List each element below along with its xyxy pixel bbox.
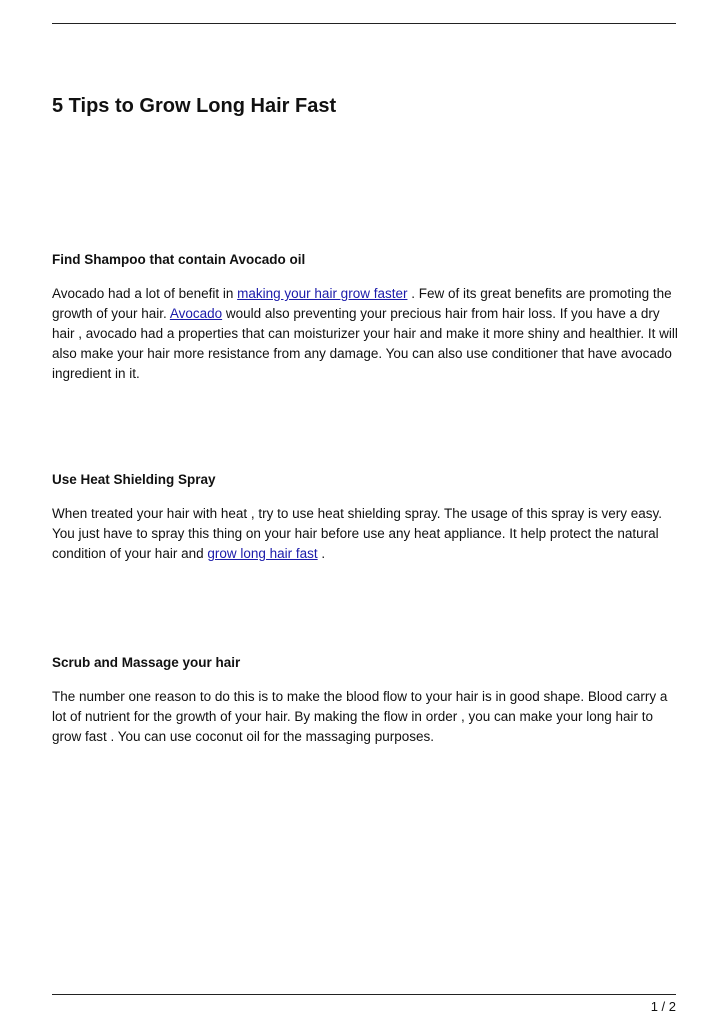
body-text: The number one reason to do this is to make the blood flow to your hair is in good shape. Blood carry a lot of nutrient for the growth of your hair. By making the flow in order , you can make your long hair to grow fast . You can use coconut oil for the massaging purposes. [52, 689, 668, 744]
section-heading: Scrub and Massage your hair [52, 655, 241, 670]
section-body [52, 284, 680, 384]
section-body [52, 687, 680, 747]
page-title: 5 Tips to Grow Long Hair Fast [52, 95, 337, 117]
section-heat-shielding-spray [52, 471, 680, 564]
footer-rule [52, 994, 676, 995]
header-rule [52, 23, 676, 24]
body-text: . [317, 546, 326, 561]
link-making-hair-grow-faster[interactable]: making your hair grow faster [237, 286, 408, 301]
section-heading: Find Shampoo that contain Avocado oil [52, 252, 306, 267]
link-avocado[interactable]: Avocado [169, 306, 223, 321]
body-text: would also preventing your precious hair from hair loss. If you have a dry hair , avocado had a properties that can moisturizer your hair and make it more shiny and healthier. It will also make your hair more resistance from any damage. You can also use conditioner that have avocado ingredient in it. [52, 306, 678, 381]
section-body [52, 504, 680, 564]
body-text: . Few of its great benefits are promoting the growth of your hair. [52, 286, 672, 321]
body-text: Avocado had a lot of benefit in [52, 286, 238, 301]
page-number: 1 / 2 [650, 999, 676, 1014]
section-avocado-shampoo [52, 251, 680, 384]
section-scrub-and-massage [52, 654, 680, 747]
section-heading: Use Heat Shielding Spray [52, 472, 216, 487]
link-grow-long-hair-fast[interactable]: grow long hair fast [207, 546, 318, 561]
body-text: When treated your hair with heat , try to use heat shielding spray. The usage of this spray is very easy. You just have to spray this thing on your hair before use any heat appliance. It help protect the natural condition of your hair and [52, 506, 663, 561]
